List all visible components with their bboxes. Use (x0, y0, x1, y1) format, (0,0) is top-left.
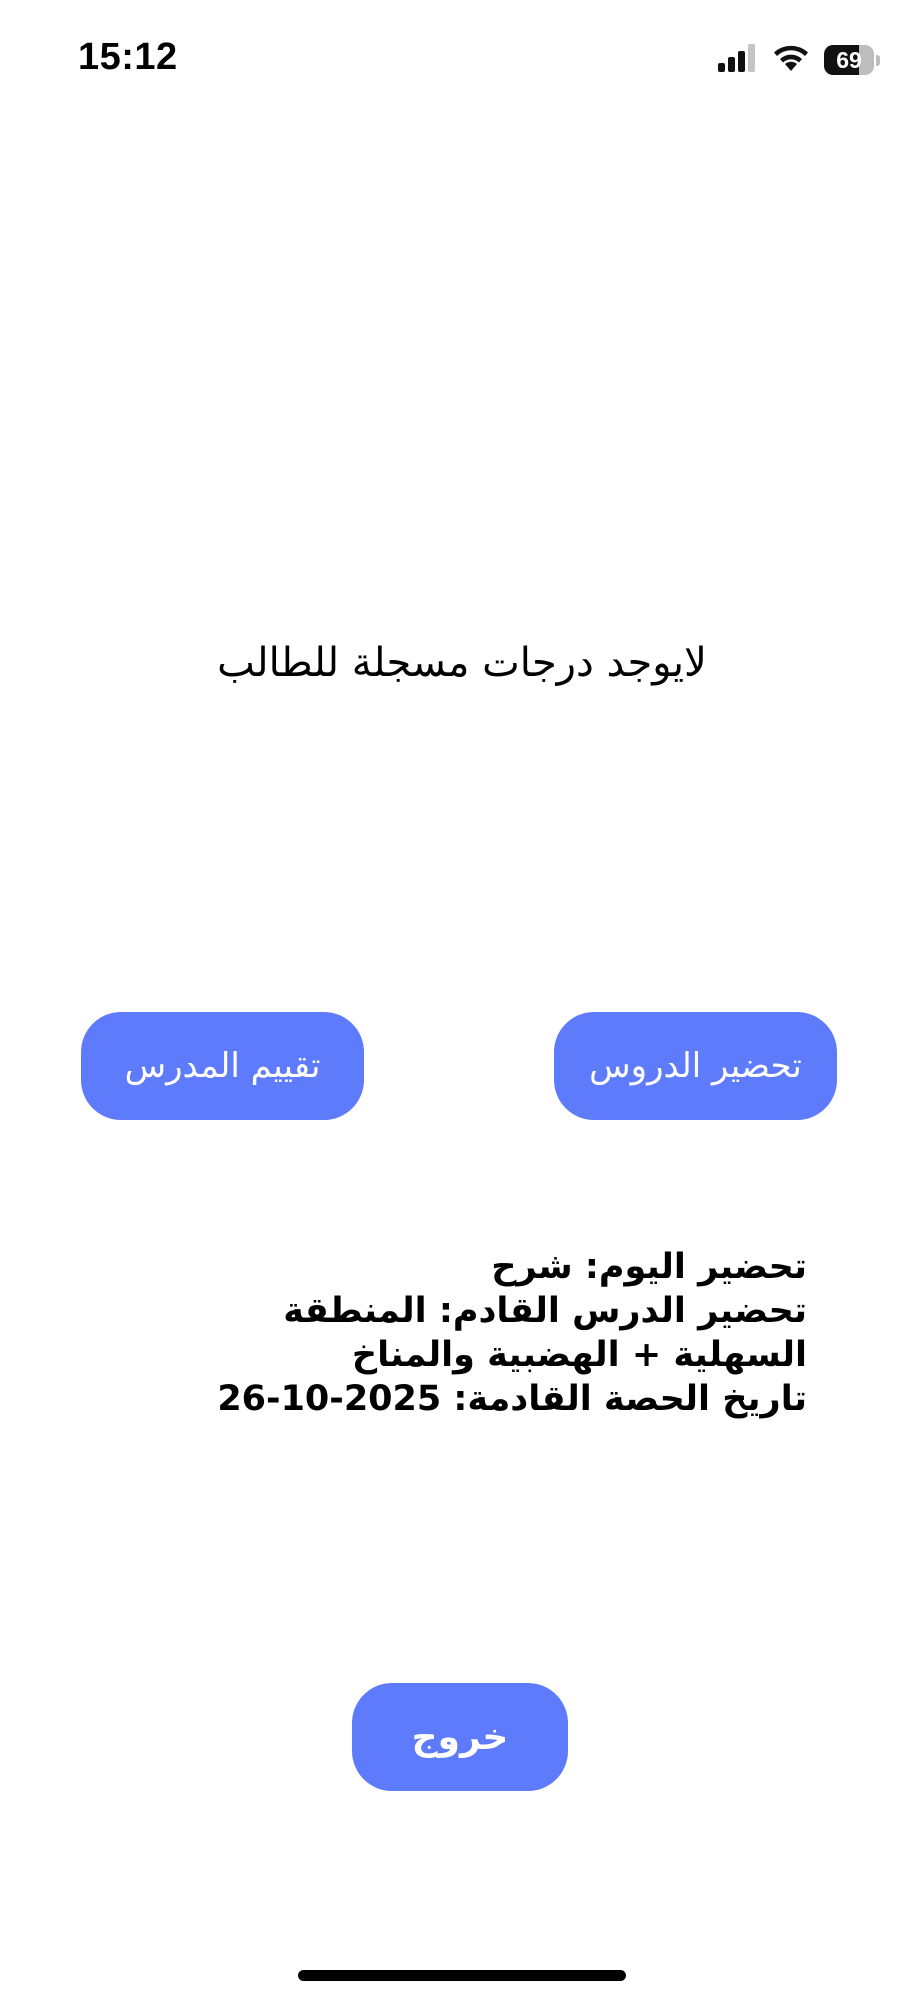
cellular-signal-icon (718, 44, 758, 76)
today-prep-text: تحضير اليوم: شرح (491, 1247, 807, 1287)
status-time: 15:12 (78, 36, 178, 78)
prepare-lessons-button[interactable]: تحضير الدروس (554, 1012, 837, 1120)
status-icons (718, 40, 880, 80)
battery-icon (824, 44, 880, 76)
battery-tip (876, 55, 880, 66)
no-grades-message: لايوجد درجات مسجلة للطالب (217, 640, 707, 686)
battery-level: 69 (836, 46, 862, 73)
home-indicator (298, 1970, 626, 1981)
next-class-date-text: تاريخ الحصة القادمة: 2025-10-26 (217, 1379, 807, 1419)
wifi-icon (772, 44, 810, 76)
exit-button[interactable]: خروج (352, 1683, 568, 1791)
lesson-info (170, 1245, 807, 1421)
next-lesson-prep-text: تحضير الدرس القادم: المنطقة السهلية + الهضبية والمناخ (283, 1291, 807, 1375)
battery-body (824, 45, 874, 75)
rate-teacher-button[interactable]: تقييم المدرس (81, 1012, 364, 1120)
status-bar (0, 0, 924, 120)
